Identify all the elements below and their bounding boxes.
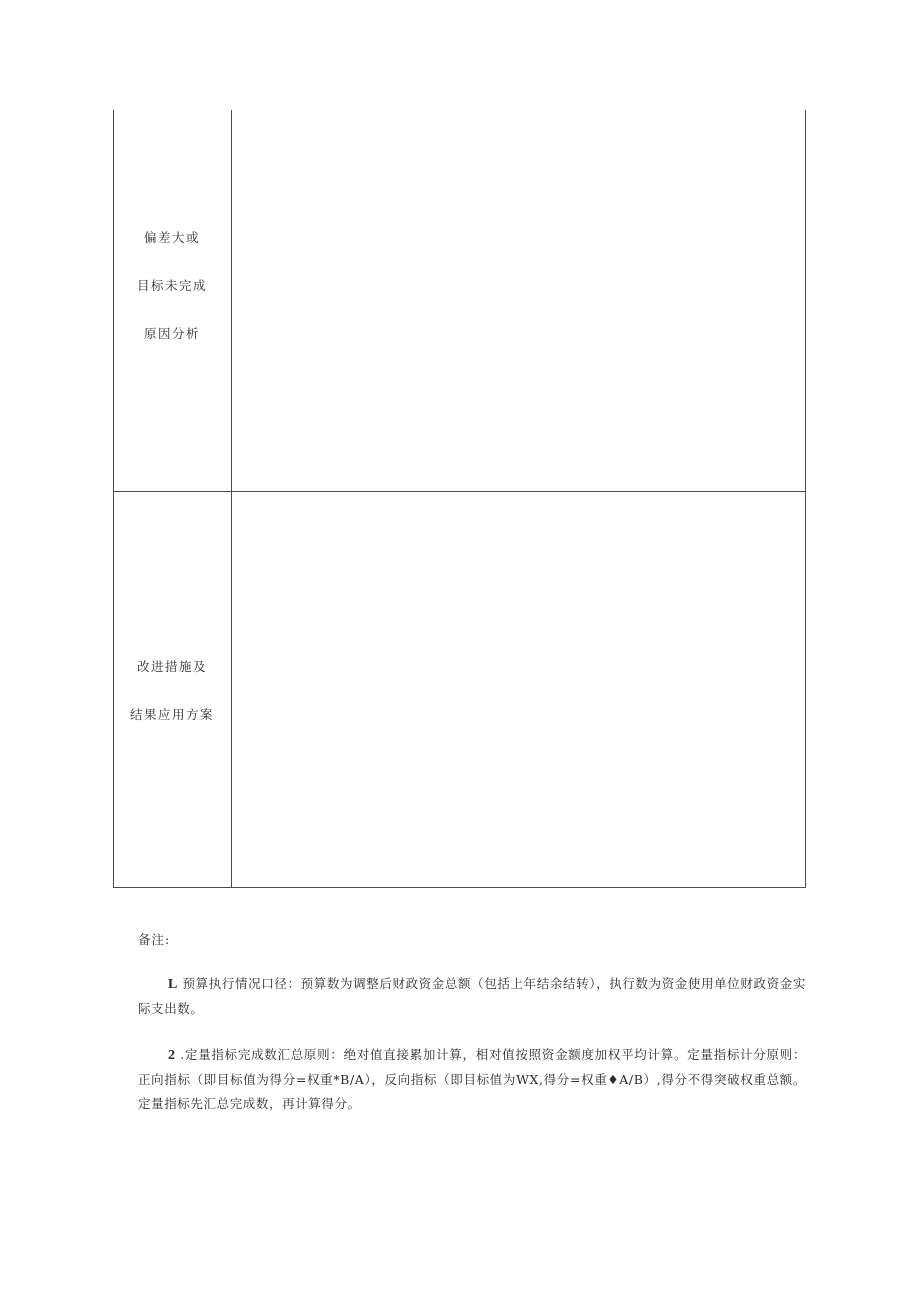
notes-heading: 备注: bbox=[138, 932, 171, 947]
improvement-plan-content[interactable] bbox=[232, 492, 806, 887]
label-line: 结果应用方案 bbox=[129, 707, 214, 722]
label-line: 目标未完成 bbox=[136, 278, 207, 293]
deviation-analysis-content[interactable] bbox=[232, 110, 806, 491]
analysis-table bbox=[113, 110, 806, 888]
note-number: 2 bbox=[168, 1048, 176, 1063]
label-line: 偏差大或 bbox=[143, 230, 200, 245]
note-item-1 bbox=[138, 972, 806, 1021]
row-label-improvement-plan bbox=[113, 643, 231, 739]
notes-section bbox=[138, 928, 806, 1116]
table-bottom-border bbox=[113, 887, 806, 888]
note-text: .定量指标完成数汇总原则：绝对值直接累加计算，相对值按照资金额度加权平均计算。定量指标计分原则：正向指标（即目标值为得分=权重*B/A），反向指标（即目标值为WX,得分=权重♦A/B）,得分不得突破权重总额。定量指标先汇总完成数，再计算得分。 bbox=[138, 1047, 806, 1111]
label-line: 改进措施及 bbox=[136, 659, 207, 674]
row-label-deviation-analysis bbox=[113, 214, 231, 358]
note-number: L bbox=[168, 977, 178, 992]
note-item-2 bbox=[138, 1043, 806, 1116]
label-line: 原因分析 bbox=[143, 326, 200, 341]
note-text: 预算执行情况口径：预算数为调整后财政资金总额（包括上年结余结转），执行数为资金使用单位财政资金实际支出数。 bbox=[138, 976, 806, 1016]
